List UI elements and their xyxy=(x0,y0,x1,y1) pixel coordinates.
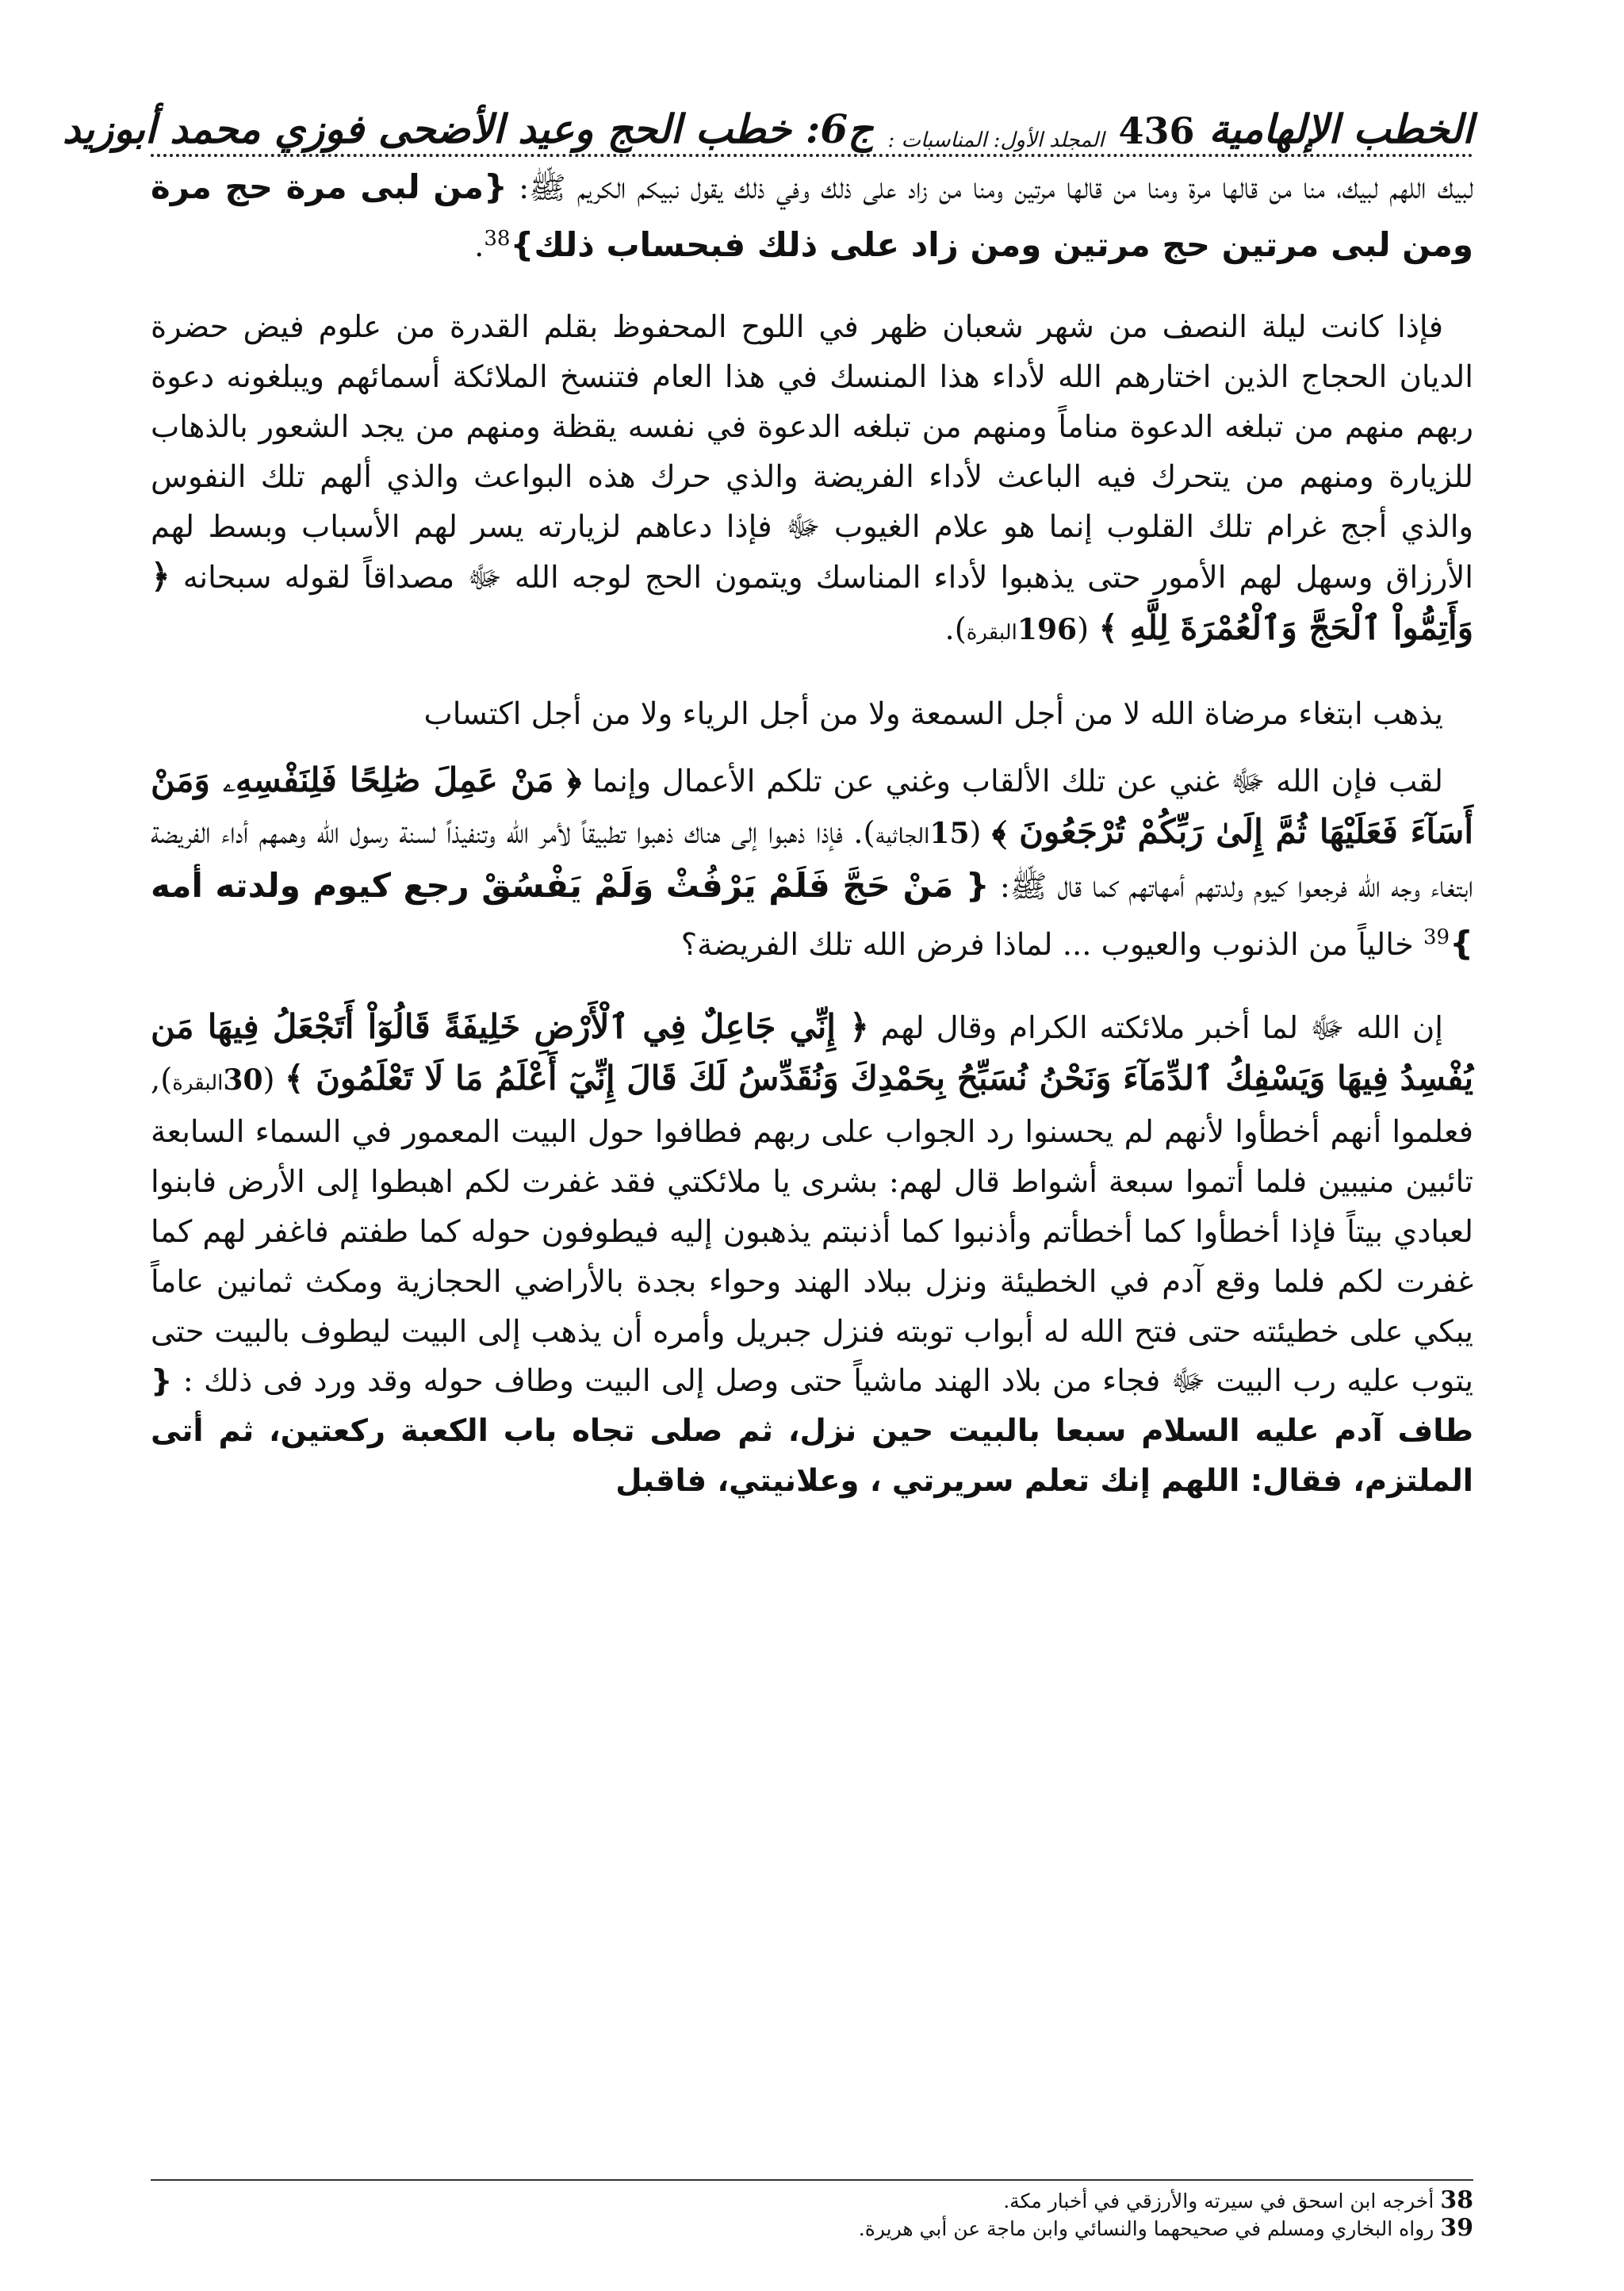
paragraph-text: يذهب ابتغاء مرضاة الله لا من أجل السمعة ولا من أجل الرياء ولا من أجل اكتساب xyxy=(423,696,1443,732)
body-text xyxy=(151,163,1473,1538)
paragraph-text: لبيك اللهم لبيك، منا من قالها مرة ومنا من قالها مرتين ومنا من زاد على ذلك وفي ذلك يقول نبيكم الكريم ﷺ: xyxy=(507,170,1474,206)
hadith-quote: { طاف آدم عليه السلام سبعا بالبيت حين نزل، ثم صلى تجاه باب الكعبة ركعتين، ثم أتى الملتزم، فقال: اللهم إنك تعلم سريرتي ، وعلانيتي، فاقبل xyxy=(151,1363,1473,1499)
ref-open: ( xyxy=(262,1061,285,1098)
paragraph-5 xyxy=(151,1002,1473,1507)
sura-name: البقرة xyxy=(172,1071,224,1095)
ref-close: ). xyxy=(944,611,967,648)
book-title: الخطب الإلهامية xyxy=(1208,105,1473,152)
ayah-number: 15 xyxy=(929,816,970,850)
footnote-divider xyxy=(151,2179,1473,2181)
section-title: خطب الحج وعيد الأضحى xyxy=(377,105,791,152)
volume-label: المجلد الأول: المناسبات : xyxy=(887,128,1105,152)
part-label: ج6: xyxy=(805,105,874,152)
footnote-text: رواه البخاري ومسلم في صحيحهما والنسائي وابن ماجة عن أبي هريرة. xyxy=(858,2217,1441,2240)
footnote-text: أخرجه ابن اسحق في سيرته والأرزقي في أخبار مكة. xyxy=(1003,2189,1441,2212)
footnote-ref-39: 39 xyxy=(1423,925,1450,950)
ref-open: ( xyxy=(969,814,992,851)
footnote-38 xyxy=(151,2187,1473,2215)
paragraph-2 xyxy=(151,303,1473,658)
hadith-quote: {من لبى مرة حج مرة ومن لبى مرتين حج مرتين ومن زاد على ذلك فبحساب ذلك} xyxy=(151,167,1473,264)
hadith-quote: { مَنْ حَجَّ فَلَمْ يَرْفُثْ وَلَمْ يَفْسُقْ رجع كيوم ولدته أمه } xyxy=(151,866,1473,964)
ref-close: ). xyxy=(842,814,875,851)
footnote-39 xyxy=(151,2215,1473,2243)
footnotes xyxy=(151,2187,1473,2243)
quran-verse: ﴿ مَنْ عَمِلَ صَٰلِحًا فَلِنَفْسِهِۦ وَمَنْ أَسَآءَ فَعَلَيْهَا ثُمَّ إِلَىٰ رَبِّكُمْ تُرْجَعُونَ ﴾ xyxy=(151,760,1473,851)
quran-verse: ﴿ إِنِّي جَاعِلٌ فِي ٱلْأَرْضِ خَلِيفَةً قَالُوٓاْ أَتَجْعَلُ فِيهَا مَن يُفْسِدُ فِيهَا وَيَسْفِكُ ٱلدِّمَآءَ وَنَحْنُ نُسَبِّحُ بِحَمْدِكَ وَنُقَدِّسُ لَكَ قَالَ إِنِّيٓ أَعْلَمُ مَا لَا تَعْلَمُونَ ﴾ xyxy=(151,1006,1474,1098)
running-header xyxy=(62,73,1473,152)
paragraph-text: فعلموا أنهم أخطأوا لأنهم لم يحسنوا رد الجواب على ربهم فطافوا حول البيت المعمور في السماء السابعة تائبين منيبين فلما أتموا سبعة أشواط قال لهم: بشرى يا ملائكتي فقد غفرت لكم اهبطوا إلى الأرض فابنوا لعبادي بيتاً فإذا أخطأوا كما أخطأتم وأذنبوا كما أذنبتم يذهبون إليه فيطوفون حوله كما طفتم فاغفر لهم كما غفرت لكم فلما وقع آدم في الخطيئة ونزل ببلاد الهند وحواء بجدة بالأراضي الحجازية ومكث ثمانين عاماً يبكي على خطيئته حتى فتح الله له أبواب توبته فنزل جبريل وأمره أن يذهب إلى البيت ليطوف بالبيت حتى يتوب عليه رب البيت ﷻ فجاء من بلاد الهند ماشياً حتى وصل إلى البيت وطاف حوله وقد ورد فى ذلك : xyxy=(151,1114,1473,1400)
ref-close: ), xyxy=(151,1061,173,1098)
header-divider xyxy=(151,154,1473,157)
footnote-ref-38: 38 xyxy=(484,226,511,251)
footnote-number: 39 xyxy=(1440,2214,1473,2242)
paragraph-text: إن الله ﷻ لما أخبر ملائكته الكرام وقال لهم xyxy=(868,1009,1444,1046)
sura-name: البقرة xyxy=(966,621,1017,646)
paragraph-3 xyxy=(151,690,1473,740)
ayah-number: 196 xyxy=(1017,613,1078,647)
footnote-number: 38 xyxy=(1440,2186,1473,2214)
paragraph-text: خالياً من الذنوب والعيوب ... لماذا فرض الله تلك الفريضة؟ xyxy=(680,927,1423,964)
paragraph-text: فإذا كانت ليلة النصف من شهر شعبان ظهر في اللوح المحفوظ بقلم القدرة من علوم فيض حضرة الديان الحجاج الذين اختارهم الله لأداء هذا المنسك في هذا العام فتنسخ الملائكة أسمائهم ويبلغونه دعوة ربهم منهم من تبلغه الدعوة مناماً ومنهم من تبلغه الدعوة في نفسه يقظة ومنهم من يجد الشعور بالذهاب للزيارة ومنهم من يتحرك فيه الباعث لأداء الفريضة والذي حرك هذه البواعث والذي ألهم تلك النفوس والذي أجج غرام تلك القلوب إنما هو علام الغيوب ﷻ فإذا دعاهم لزيارته يسر لهم الأسباب وبسط لهم الأرزاق وسهل لهم الأمور حتى يذهبوا لأداء المناسك ويتمون الحج لوجه الله ﷻ مصداقاً لقوله سبحانه xyxy=(151,309,1473,596)
ayah-number: 30 xyxy=(223,1063,263,1097)
page-number: 436 xyxy=(1118,109,1195,152)
paragraph-1 xyxy=(151,163,1473,271)
paragraph-4 xyxy=(151,756,1473,971)
paragraph-end: . xyxy=(474,228,485,264)
paragraph-text: لقب فإن الله ﷻ غني عن تلك الألقاب وغني عن تلكم الأعمال وإنما xyxy=(581,763,1443,799)
ref-open: ( xyxy=(1077,611,1099,648)
author-name: فوزي محمد أبوزيد xyxy=(62,105,364,152)
quran-verse: ﴿ وَأَتِمُّواْ ٱلْحَجَّ وَٱلْعُمْرَةَ لِلَّهِ ﴾ xyxy=(151,557,1473,648)
sura-name: الجاثية xyxy=(875,824,930,849)
paragraph-text: فإذا ذهبوا إلى هناك ذهبوا تطبيقاً لأمر الله وتنفيذاً لسنة رسول الله وهمهم أداء الفريضة ابتغاء وجه الله فرجعوا كيوم ولدتهم أمهاتهم كما قال ﷺ: xyxy=(151,814,1473,906)
